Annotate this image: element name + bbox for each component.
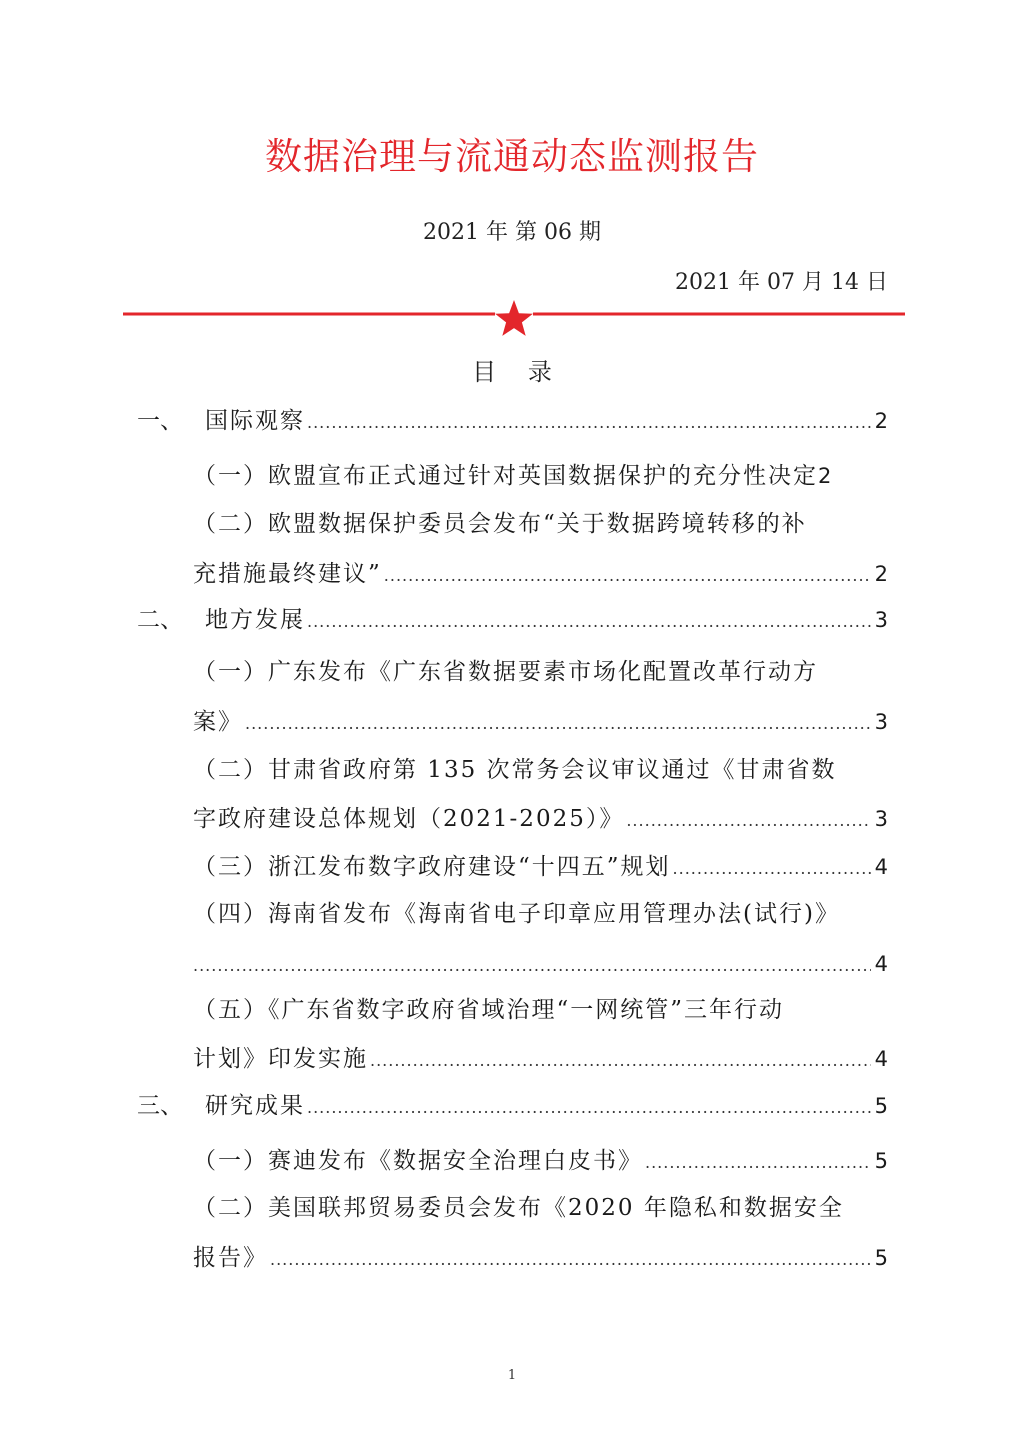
toc-subentry-title-line2: 字政府建设总体规划（2021-2025）》	[193, 806, 625, 832]
toc-page-number: 2	[874, 562, 888, 586]
toc-subentry-title: （三）浙江发布数字政府建设“十四五”规划	[193, 854, 671, 880]
toc-subentry-title-line1: （四）海南省发布《海南省电子印章应用管理办法(试行)》	[193, 901, 840, 927]
toc-section-title: 地方发展	[205, 607, 305, 633]
toc-subentry-title-line1: （一）广东发布《广东省数据要素市场化配置改革行动方	[193, 659, 818, 685]
toc-section-number: 一、	[137, 408, 183, 434]
red-star-divider	[123, 298, 905, 338]
dot-leader	[307, 407, 871, 439]
dot-leader	[307, 1092, 871, 1124]
toc-subentry-title-line1: （二）欧盟数据保护委员会发布“关于数据跨境转移的补	[193, 511, 807, 537]
dot-leader	[245, 708, 871, 740]
dot-leader	[626, 805, 870, 837]
issue-number: 2021 年 第 06 期	[423, 220, 601, 245]
dot-leader	[193, 950, 871, 982]
toc-page-number: 5	[874, 1094, 888, 1118]
toc-subentry-title-line1: （二）美国联邦贸易委员会发布《2020 年隐私和数据安全	[193, 1195, 844, 1221]
red-star-icon	[495, 300, 533, 336]
toc-page-number: 3	[874, 608, 888, 632]
toc-section-title: 研究成果	[205, 1093, 305, 1119]
toc-page-number: 3	[874, 710, 888, 734]
toc-subentry-title-line1: （五）《广东省数字政府省域治理“一网统管”三年行动	[193, 997, 785, 1023]
toc-page-number: 5	[874, 1149, 888, 1173]
toc-subentry-title: （一）赛迪发布《数据安全治理白皮书》	[193, 1148, 643, 1174]
toc-subentry-title-line2: 案》	[193, 709, 243, 735]
toc-page-number: 4	[874, 952, 888, 976]
issue-date: 2021 年 07 月 14 日	[675, 270, 888, 295]
toc-page-number: 2	[874, 409, 888, 433]
toc-heading	[0, 352, 1024, 387]
toc-section-title: 国际观察	[205, 408, 305, 434]
toc-section-number: 三、	[137, 1093, 183, 1119]
toc-section-number: 二、	[137, 607, 183, 633]
dot-leader	[370, 1045, 871, 1077]
toc-heading-left: 目	[472, 358, 497, 386]
dot-leader	[270, 1244, 871, 1276]
toc-page-number: 4	[874, 1047, 888, 1071]
toc-page-number: 3	[874, 807, 888, 831]
toc-subentry-title-line2: 计划》印发实施	[193, 1046, 368, 1072]
dot-leader	[673, 853, 871, 885]
toc-page-number: 2	[818, 464, 832, 488]
toc-subentry-title-line1: （二）甘肃省政府第 135 次常务会议审议通过《甘肃省数	[193, 757, 837, 783]
toc-page-number: 4	[874, 855, 888, 879]
toc-subentry-title: （一）欧盟宣布正式通过针对英国数据保护的充分性决定	[193, 463, 818, 489]
report-title: 数据治理与流通动态监测报告	[265, 135, 759, 178]
toc-subentry-title-line2: 报告》	[193, 1245, 268, 1271]
dot-leader	[384, 560, 871, 592]
toc-heading-right: 录	[527, 358, 552, 386]
dot-leader	[645, 1147, 871, 1179]
page-footer-number: 1	[507, 1368, 517, 1383]
toc-subentry-title-line2: 充措施最终建议”	[193, 561, 382, 587]
dot-leader	[307, 606, 871, 638]
toc-page-number: 5	[874, 1246, 888, 1270]
